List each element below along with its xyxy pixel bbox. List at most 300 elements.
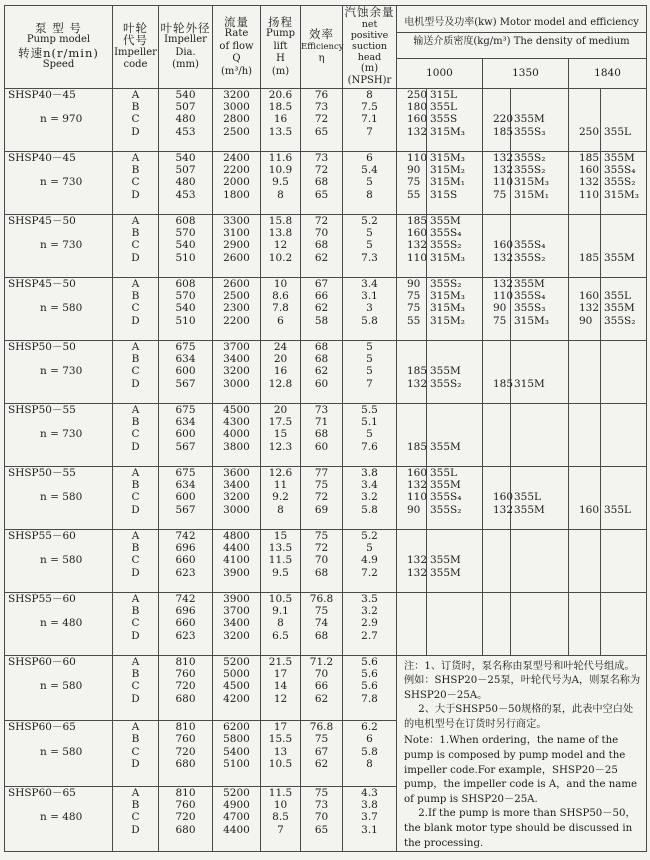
motor-1840-kw-cell: [569, 340, 601, 403]
flow: 5000: [223, 667, 250, 680]
header-density-1840: 1840: [569, 59, 647, 88]
motor-1350-model-cell: [511, 88, 569, 151]
head: 10.9: [268, 163, 293, 176]
impeller-code: A: [131, 151, 140, 164]
flow-cell: [213, 592, 261, 655]
impeller-dia: 760: [175, 667, 196, 680]
pump-model-cell: [5, 88, 113, 151]
pump-model-cell: [5, 721, 113, 787]
head: 9.2: [272, 491, 289, 504]
pump-model-cell: [5, 786, 113, 852]
impeller-dia: 810: [175, 655, 196, 668]
flow: 2300: [223, 302, 250, 315]
motor-1350-kw: 132: [493, 151, 514, 164]
flow: 5400: [223, 745, 250, 758]
flow-cell: [213, 214, 261, 277]
motor-1000-kw: 110: [407, 491, 428, 504]
impeller-code: B: [131, 667, 140, 680]
motor-1350-model: [514, 404, 568, 416]
motor-1840-model: 355S₄: [604, 163, 636, 176]
motor-1350-model: [514, 101, 568, 113]
npsh: 3.1: [361, 823, 378, 836]
npsh-cell: [343, 88, 397, 151]
motor-1350-kw: [493, 215, 510, 227]
head: 10.2: [268, 251, 293, 264]
impeller-dia-cell: [159, 403, 213, 466]
pump-model-cell: [5, 655, 113, 721]
head: 18.5: [268, 100, 293, 113]
head: 12: [273, 692, 288, 705]
pump-model: SHSP45－50: [8, 277, 76, 290]
impeller-dia-cell: [159, 277, 213, 340]
impeller-code: D: [131, 758, 140, 771]
impeller-dia: 742: [175, 529, 196, 542]
motor-1350-model: 355L: [514, 491, 542, 504]
header-head: 扬程 Pump lift H (m): [261, 6, 301, 89]
impeller-code: A: [131, 786, 140, 799]
head-cell: [261, 721, 301, 787]
head: 20: [273, 403, 288, 416]
impeller-dia: 634: [175, 352, 196, 365]
motor-1350-model-cell: [511, 466, 569, 529]
impeller-dia: 600: [175, 491, 196, 504]
npsh: 5: [366, 340, 373, 353]
impeller-dia: 570: [175, 289, 196, 302]
motor-1840-kw: 160: [579, 503, 600, 516]
npsh: 3.1: [361, 289, 378, 302]
impeller-dia: 660: [175, 554, 196, 567]
efficiency: 75: [314, 529, 329, 542]
head: 16: [273, 365, 288, 378]
motor-1840-kw: [579, 479, 600, 491]
pump-speed: n = 970: [40, 113, 83, 126]
pump-speed: n = 480: [40, 617, 83, 630]
motor-1350-model: [514, 593, 568, 605]
motor-1350-kw: [493, 630, 510, 642]
motor-1350-kw: 75: [493, 188, 507, 201]
flow-cell: [213, 529, 261, 592]
motor-1840-model: [604, 101, 646, 113]
flow: 3200: [223, 629, 250, 642]
motor-1000-kw: 160: [407, 113, 428, 126]
efficiency-cell: [301, 655, 343, 721]
impeller-code-cell: [113, 277, 159, 340]
npsh: 7: [366, 125, 373, 138]
head: 10: [273, 277, 288, 290]
npsh: 7.8: [361, 692, 378, 705]
npsh-cell: [343, 786, 397, 852]
flow: 4000: [223, 428, 250, 441]
efficiency: 65: [314, 188, 329, 201]
head: 9.5: [272, 176, 289, 189]
impeller-dia: 810: [175, 721, 196, 734]
motor-1840-kw: [579, 278, 600, 290]
motor-1840-model-cell: [601, 403, 647, 466]
flow: 4300: [223, 415, 250, 428]
motor-1840-kw: [579, 113, 600, 125]
motor-1840-kw-cell: [569, 88, 601, 151]
efficiency: 75: [314, 478, 329, 491]
flow: 3200: [223, 365, 250, 378]
npsh: 5.8: [361, 503, 378, 516]
flow: 3000: [223, 377, 250, 390]
efficiency: 58: [314, 314, 329, 327]
motor-1350-kw: 132: [493, 163, 514, 176]
table-body: [5, 88, 647, 852]
motor-1840-kw: [579, 227, 600, 239]
motor-1350-model: [514, 554, 568, 566]
motor-1840-model: 355L: [604, 289, 632, 302]
flow: 3600: [223, 466, 250, 479]
pump-speed: n = 580: [40, 491, 83, 504]
npsh: 7.6: [361, 440, 378, 453]
motor-1350-model-cell: [511, 214, 569, 277]
pump-speed: n = 580: [40, 745, 83, 758]
motor-1840-kw: [579, 101, 600, 113]
head: 8.6: [272, 289, 289, 302]
motor-1840-model: [604, 630, 646, 642]
impeller-code: B: [131, 100, 140, 113]
motor-1000-kw: [407, 404, 426, 416]
flow-cell: [213, 340, 261, 403]
pump-model-cell: [5, 277, 113, 340]
impeller-code: D: [131, 823, 140, 836]
npsh: 5.8: [361, 745, 378, 758]
note-zh-1: 注：1、订货时，泵名称由泵型号和叶轮代号组成。例如：SHSP20－25泵，叶轮代号为A，则泵名称为SHSP20－25A。: [404, 660, 641, 701]
npsh: 3.8: [361, 799, 378, 812]
header-density-1000: 1000: [397, 59, 483, 88]
motor-1840-model-cell: [601, 529, 647, 592]
motor-1000-kw: 75: [407, 302, 421, 315]
impeller-dia: 540: [175, 239, 196, 252]
impeller-code: A: [131, 655, 140, 668]
table-row: [5, 151, 647, 214]
motor-1350-model: [514, 479, 568, 491]
impeller-code-cell: [113, 214, 159, 277]
impeller-dia: 510: [175, 251, 196, 264]
table-row: [5, 655, 647, 721]
head: 20: [273, 352, 288, 365]
motor-1840-kw: 132: [579, 176, 600, 189]
motor-1840-kw: [579, 554, 600, 566]
flow: 4200: [223, 692, 250, 705]
table-row: [5, 403, 647, 466]
motor-1000-kw-cell: [397, 88, 427, 151]
flow-cell: [213, 466, 261, 529]
impeller-code: D: [131, 251, 140, 264]
motor-1840-model: [604, 341, 646, 353]
motor-1000-kw-cell: [397, 592, 427, 655]
pump-model: SHSP60－65: [8, 721, 76, 734]
motor-1350-model: 315M: [514, 377, 545, 390]
motor-1350-kw: [493, 416, 510, 428]
head: 8.5: [272, 811, 289, 824]
npsh: 2.9: [361, 617, 378, 630]
efficiency-cell: [301, 88, 343, 151]
impeller-dia: 634: [175, 415, 196, 428]
motor-1000-model: 355S₄: [430, 491, 462, 504]
motor-1840-kw: 132: [579, 302, 600, 315]
impeller-dia: 675: [175, 340, 196, 353]
motor-1000-model-cell: [427, 466, 483, 529]
npsh: 6.2: [361, 721, 378, 734]
pump-model-cell: [5, 340, 113, 403]
npsh: 7.3: [361, 251, 378, 264]
motor-1350-model: [514, 630, 568, 642]
impeller-dia: 680: [175, 692, 196, 705]
impeller-dia: 696: [175, 541, 196, 554]
motor-1000-model: 355S₂: [430, 239, 462, 252]
motor-1000-model-cell: [427, 340, 483, 403]
head-cell: [261, 151, 301, 214]
motor-1350-kw: [493, 101, 510, 113]
motor-1840-model: [604, 617, 646, 629]
motor-1350-model: 355S₄: [514, 289, 546, 302]
npsh: 5.6: [361, 667, 378, 680]
head: 12.8: [268, 377, 293, 390]
motor-1000-model-cell: [427, 403, 483, 466]
impeller-dia: 623: [175, 566, 196, 579]
motor-1840-kw: 250: [579, 125, 600, 138]
motor-1350-kw: 110: [493, 289, 514, 302]
efficiency-cell: [301, 592, 343, 655]
head: 16: [273, 113, 288, 126]
pump-model-cell: [5, 151, 113, 214]
efficiency-cell: [301, 721, 343, 787]
header-efficiency: 效率 Efficiency η: [301, 6, 343, 89]
impeller-dia: 720: [175, 680, 196, 693]
head: 8: [277, 188, 284, 201]
motor-1000-kw: 160: [407, 466, 428, 479]
motor-1000-kw-cell: [397, 529, 427, 592]
head: 20.6: [268, 88, 293, 101]
motor-1840-model: [604, 605, 646, 617]
npsh: 5.4: [361, 163, 378, 176]
motor-1840-kw-cell: [569, 214, 601, 277]
head: 11.6: [268, 151, 293, 164]
efficiency: 72: [314, 163, 329, 176]
impeller-code: D: [131, 125, 140, 138]
impeller-code: C: [131, 302, 140, 315]
efficiency: 76.8: [309, 592, 334, 605]
motor-1840-model-cell: [601, 151, 647, 214]
flow: 4500: [223, 403, 250, 416]
impeller-dia: 720: [175, 811, 196, 824]
table-row: [5, 88, 647, 151]
motor-1000-model: [430, 542, 482, 554]
head: 9.5: [272, 566, 289, 579]
motor-1350-model: [514, 227, 568, 239]
motor-1000-model: 355S₂: [430, 377, 462, 390]
flow: 3900: [223, 592, 250, 605]
pump-model-cell: [5, 592, 113, 655]
motor-1350-kw: [493, 605, 510, 617]
motor-1350-kw-cell: [483, 592, 511, 655]
impeller-dia: 608: [175, 214, 196, 227]
motor-1840-model: [604, 554, 646, 566]
flow: 3400: [223, 352, 250, 365]
efficiency: 69: [314, 503, 329, 516]
npsh-cell: [343, 340, 397, 403]
efficiency: 67: [314, 745, 329, 758]
impeller-dia-cell: [159, 466, 213, 529]
motor-1840-model: [604, 89, 646, 101]
efficiency: 72: [314, 214, 329, 227]
motor-1000-model: 355S₄: [430, 226, 462, 239]
motor-1000-model: 355M: [430, 214, 461, 227]
motor-1350-kw: 220: [493, 113, 514, 126]
motor-1000-kw: 75: [407, 289, 421, 302]
flow-cell: [213, 277, 261, 340]
head: 17.5: [268, 415, 293, 428]
impeller-dia: 760: [175, 799, 196, 812]
motor-1350-model-cell: [511, 277, 569, 340]
head-cell: [261, 277, 301, 340]
motor-1000-kw: 132: [407, 125, 428, 138]
motor-1840-model: 355M: [604, 302, 635, 315]
impeller-dia: 742: [175, 592, 196, 605]
npsh-cell: [343, 403, 397, 466]
flow-cell: [213, 655, 261, 721]
impeller-dia: 608: [175, 277, 196, 290]
motor-1000-model: 315S: [430, 188, 458, 201]
motor-1840-kw: [579, 593, 600, 605]
motor-1350-model: [514, 467, 568, 479]
motor-1350-model: 355S₂: [514, 163, 546, 176]
flow-cell: [213, 151, 261, 214]
motor-1350-kw: [493, 617, 510, 629]
impeller-dia: 810: [175, 786, 196, 799]
npsh: 5: [366, 428, 373, 441]
impeller-code: A: [131, 592, 140, 605]
flow: 4700: [223, 811, 250, 824]
motor-1350-kw-cell: [483, 151, 514, 214]
flow: 3000: [223, 100, 250, 113]
motor-1350-kw: [493, 227, 510, 239]
npsh: 5.6: [361, 655, 378, 668]
impeller-dia: 567: [175, 503, 196, 516]
impeller-dia: 453: [175, 188, 196, 201]
motor-1000-model: [430, 416, 482, 428]
motor-1840-model: [604, 365, 646, 377]
motor-1000-kw: [407, 530, 426, 542]
head-cell: [261, 592, 301, 655]
efficiency: 72: [314, 491, 329, 504]
efficiency: 75: [314, 733, 329, 746]
motor-1840-kw: [579, 416, 600, 428]
motor-1350-model: 355S₂: [514, 251, 546, 264]
motor-1840-kw-cell: [569, 529, 601, 592]
flow-cell: [213, 786, 261, 852]
impeller-dia: 660: [175, 617, 196, 630]
impeller-code: B: [131, 604, 140, 617]
motor-1000-model: 315M₃: [430, 302, 466, 315]
motor-1840-kw: [579, 365, 600, 377]
efficiency: 71.2: [309, 655, 334, 668]
head: 24: [273, 340, 288, 353]
impeller-code: C: [131, 811, 140, 824]
head: 11.5: [268, 554, 293, 567]
motor-1840-model: [604, 593, 646, 605]
motor-1840-kw: [579, 491, 600, 503]
impeller-dia: 567: [175, 440, 196, 453]
motor-1840-model-cell: [601, 277, 647, 340]
motor-1000-kw-cell: [397, 277, 427, 340]
efficiency: 72: [314, 541, 329, 554]
motor-1350-kw: [493, 441, 510, 453]
impeller-code-cell: [113, 529, 159, 592]
impeller-dia: 567: [175, 377, 196, 390]
motor-1000-kw: 132: [407, 566, 428, 579]
motor-1000-model: 315M₃: [430, 125, 466, 138]
npsh-cell: [343, 214, 397, 277]
efficiency: 68: [314, 340, 329, 353]
impeller-dia: 540: [175, 302, 196, 315]
motor-1350-model-cell: [511, 529, 569, 592]
head: 11.5: [268, 786, 293, 799]
motor-1840-kw-cell: [569, 466, 601, 529]
motor-1350-kw-cell: [483, 529, 511, 592]
pump-model: SHSP50－55: [8, 403, 76, 416]
impeller-code-cell: [113, 721, 159, 787]
head-cell: [261, 529, 301, 592]
flow: 3100: [223, 226, 250, 239]
motor-1000-model-cell: [427, 214, 483, 277]
flow: 2900: [223, 239, 250, 252]
flow: 4400: [223, 823, 250, 836]
impeller-code: A: [131, 529, 140, 542]
motor-1000-model: [430, 341, 482, 353]
impeller-dia-cell: [159, 214, 213, 277]
impeller-code: B: [131, 478, 140, 491]
impeller-code-cell: [113, 151, 159, 214]
motor-1840-model: 355S₂: [604, 176, 636, 189]
head: 8: [277, 503, 284, 516]
pump-model: SHSP50－50: [8, 340, 76, 353]
impeller-dia: 570: [175, 226, 196, 239]
pump-model: SHSP40－45: [8, 88, 76, 101]
npsh: 7.2: [361, 566, 378, 579]
pump-speed: n = 580: [40, 554, 83, 567]
impeller-code: D: [131, 377, 140, 390]
motor-1350-kw: [493, 567, 510, 579]
motor-1840-model: [604, 227, 646, 239]
efficiency: 73: [314, 799, 329, 812]
motor-1000-model: 355M: [430, 365, 461, 378]
motor-1000-kw: [407, 593, 426, 605]
table-row: [5, 214, 647, 277]
motor-1350-kw: [493, 530, 510, 542]
motor-1350-kw: [493, 404, 510, 416]
npsh: 5: [366, 352, 373, 365]
motor-1350-model: 315M₁: [514, 188, 550, 201]
impeller-code: B: [131, 289, 140, 302]
impeller-dia-cell: [159, 786, 213, 852]
flow: 3300: [223, 214, 250, 227]
motor-1840-model: [604, 378, 646, 390]
efficiency-cell: [301, 466, 343, 529]
efficiency: 75: [314, 604, 329, 617]
efficiency: 66: [314, 680, 329, 693]
flow: 3900: [223, 566, 250, 579]
pump-model-cell: [5, 403, 113, 466]
motor-1000-kw: [407, 605, 426, 617]
motor-1350-kw: [493, 341, 510, 353]
efficiency: 65: [314, 125, 329, 138]
motor-1840-model: [604, 542, 646, 554]
motor-1840-kw: 110: [579, 188, 600, 201]
motor-1350-model: [514, 605, 568, 617]
